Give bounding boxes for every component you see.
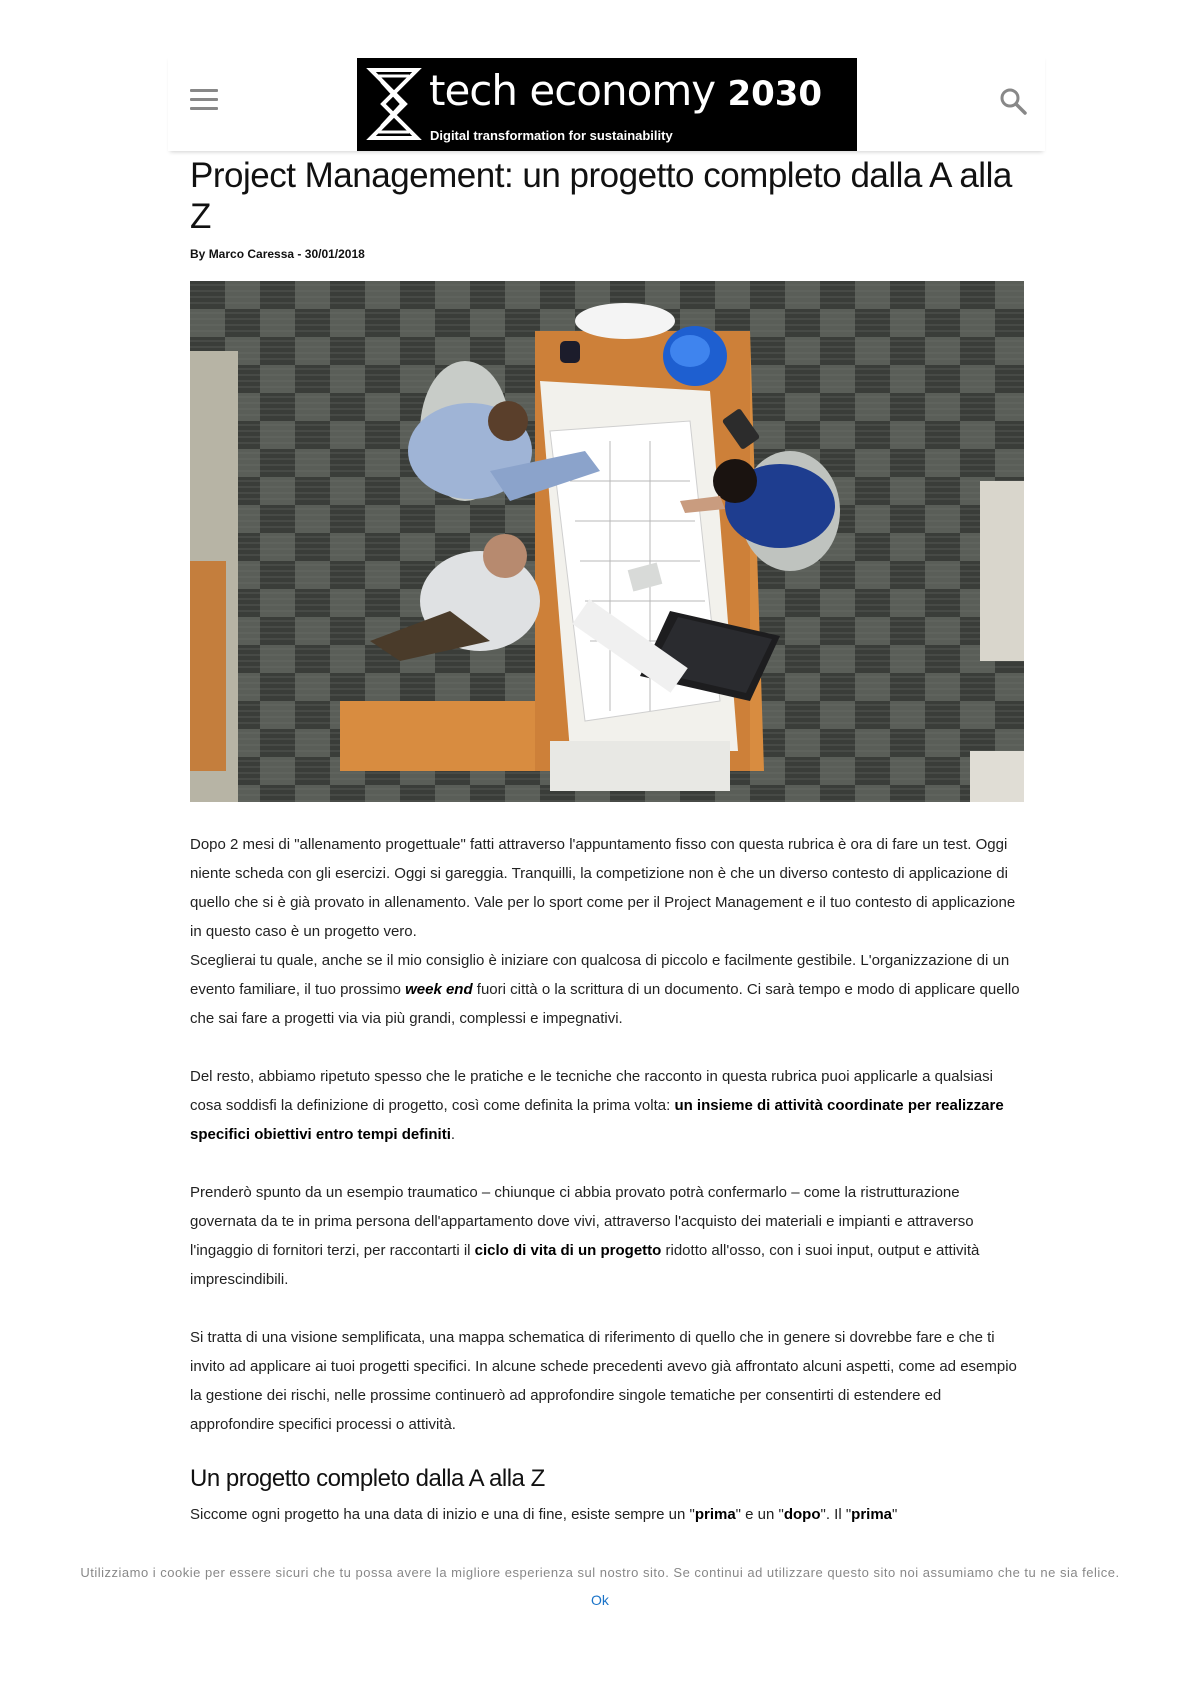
author-link[interactable]: Marco Caressa bbox=[208, 247, 295, 261]
p4-text-a: Prenderò spunto da un esempio traumatico – chiunque ci abbia provato potrà confermarlo – come la ristrutturazione governata da te in prima persona dell'appartamento dove vivi, attraverso l'acquisto dei materiali e impianti e attraverso l'ingaggio di fornitori terzi, per raccontarti il bbox=[190, 1184, 974, 1259]
team-meeting-photo bbox=[190, 281, 1024, 802]
paragraph-6 bbox=[190, 1500, 1025, 1529]
logo-name: tech economy bbox=[429, 66, 716, 115]
site-header bbox=[168, 55, 1045, 151]
p2-emphasis: week end bbox=[405, 981, 473, 998]
cookie-text: Utilizziamo i cookie per essere sicuri che tu possa avere la migliore esperienza sul nostro sito. Se continui ad utilizzare questo sito noi assumiamo che tu ne sia felice. bbox=[80, 1565, 1120, 1580]
p3-emphasis: un insieme di attività coordinate per realizzare specifici obiettivi entro tempi definiti bbox=[190, 1097, 1004, 1143]
p6-emphasis-prima: prima bbox=[694, 1506, 736, 1523]
p6-emphasis-prima-2: prima bbox=[851, 1506, 893, 1523]
p3-text-c: . bbox=[450, 1126, 456, 1143]
article bbox=[190, 155, 1025, 1529]
paragraph-5: Si tratta di una visione semplificata, una mappa schematica di riferimento di quello che in genere si dovrebbe fare e che ti invito ad applicare ai tuoi progetti specifici. In alcune schede precedenti avevo già affrontato alcuni aspetti, come ad esempio la gestione dei rischi, nelle prossime continuerò ad approfondire singole tematiche per consentirti di estendere ed approfondire specifici processi o attività. bbox=[190, 1329, 1017, 1433]
p2-text-a: Sceglierai tu quale, anche se il mio consiglio è iniziare con qualcosa di piccolo e facilmente gestibile. L'organizzazione di un evento familiare, il tuo prossimo bbox=[190, 952, 1010, 998]
site-logo[interactable] bbox=[357, 58, 857, 151]
paragraph-1: Dopo 2 mesi di "allenamento progettuale" fatti attraverso l'appuntamento fisso con questa rubrica è ora di fare un test. Oggi niente scheda con gli esercizi. Oggi si gareggia. Tranquilli, la competizione non è che un diverso contesto di applicazione di quello che si è già provato in allenamento. Vale per lo sport come per il Project Management e il tuo contesto di applicazione in questo caso è un progetto vero. bbox=[190, 836, 1016, 940]
p6-text-a: Siccome ogni progetto ha una data di inizio e una di fine, esiste sempre un " bbox=[190, 1506, 695, 1523]
cookie-banner bbox=[0, 1552, 1200, 1697]
article-meta bbox=[190, 247, 1025, 261]
p3-text-a: Del resto, abbiamo ripetuto spesso che le pratiche e le tecniche che racconto in questa rubrica puoi applicarle a qualsiasi cosa soddisfi la definizione di progetto, così come definita la prima volta: bbox=[190, 1068, 993, 1114]
logo-mark-icon bbox=[363, 64, 425, 144]
article-date: 30/01/2018 bbox=[304, 247, 365, 261]
cookie-ok-button[interactable]: Ok bbox=[591, 1592, 609, 1608]
section-heading: Un progetto completo dalla A alla Z bbox=[190, 1465, 545, 1492]
logo-wordmark bbox=[429, 66, 822, 115]
p6-emphasis-dopo: dopo bbox=[783, 1506, 821, 1523]
hamburger-menu-icon[interactable] bbox=[190, 89, 218, 111]
paragraph-2 bbox=[190, 946, 1025, 1033]
logo-tagline: Digital transformation for sustainability bbox=[430, 128, 673, 143]
logo-year: 2030 bbox=[727, 74, 823, 114]
article-title: Project Management: un progetto completo dalla A alla Z bbox=[190, 156, 1012, 236]
search-icon[interactable] bbox=[999, 87, 1027, 115]
article-body bbox=[190, 830, 1025, 1529]
p6-text-g: " bbox=[892, 1506, 898, 1523]
paragraph-4 bbox=[190, 1178, 1025, 1294]
by-label: By bbox=[190, 247, 206, 261]
p6-text-e: ". Il " bbox=[820, 1506, 852, 1523]
hero-image bbox=[190, 281, 1024, 802]
p2-text-c: fuori città o la scrittura di un documento. Ci sarà tempo e modo di applicare quello che sai fare a progetti via via più grandi, complessi e impegnativi. bbox=[190, 981, 1020, 1027]
p4-text-c: ridotto all'osso, con i suoi input, output e attività imprescindibili. bbox=[190, 1242, 980, 1288]
paragraph-3 bbox=[190, 1062, 1025, 1149]
meta-separator: - bbox=[297, 247, 302, 261]
p6-text-c: " e un " bbox=[735, 1506, 784, 1523]
p4-emphasis: ciclo di vita di un progetto bbox=[474, 1242, 662, 1259]
